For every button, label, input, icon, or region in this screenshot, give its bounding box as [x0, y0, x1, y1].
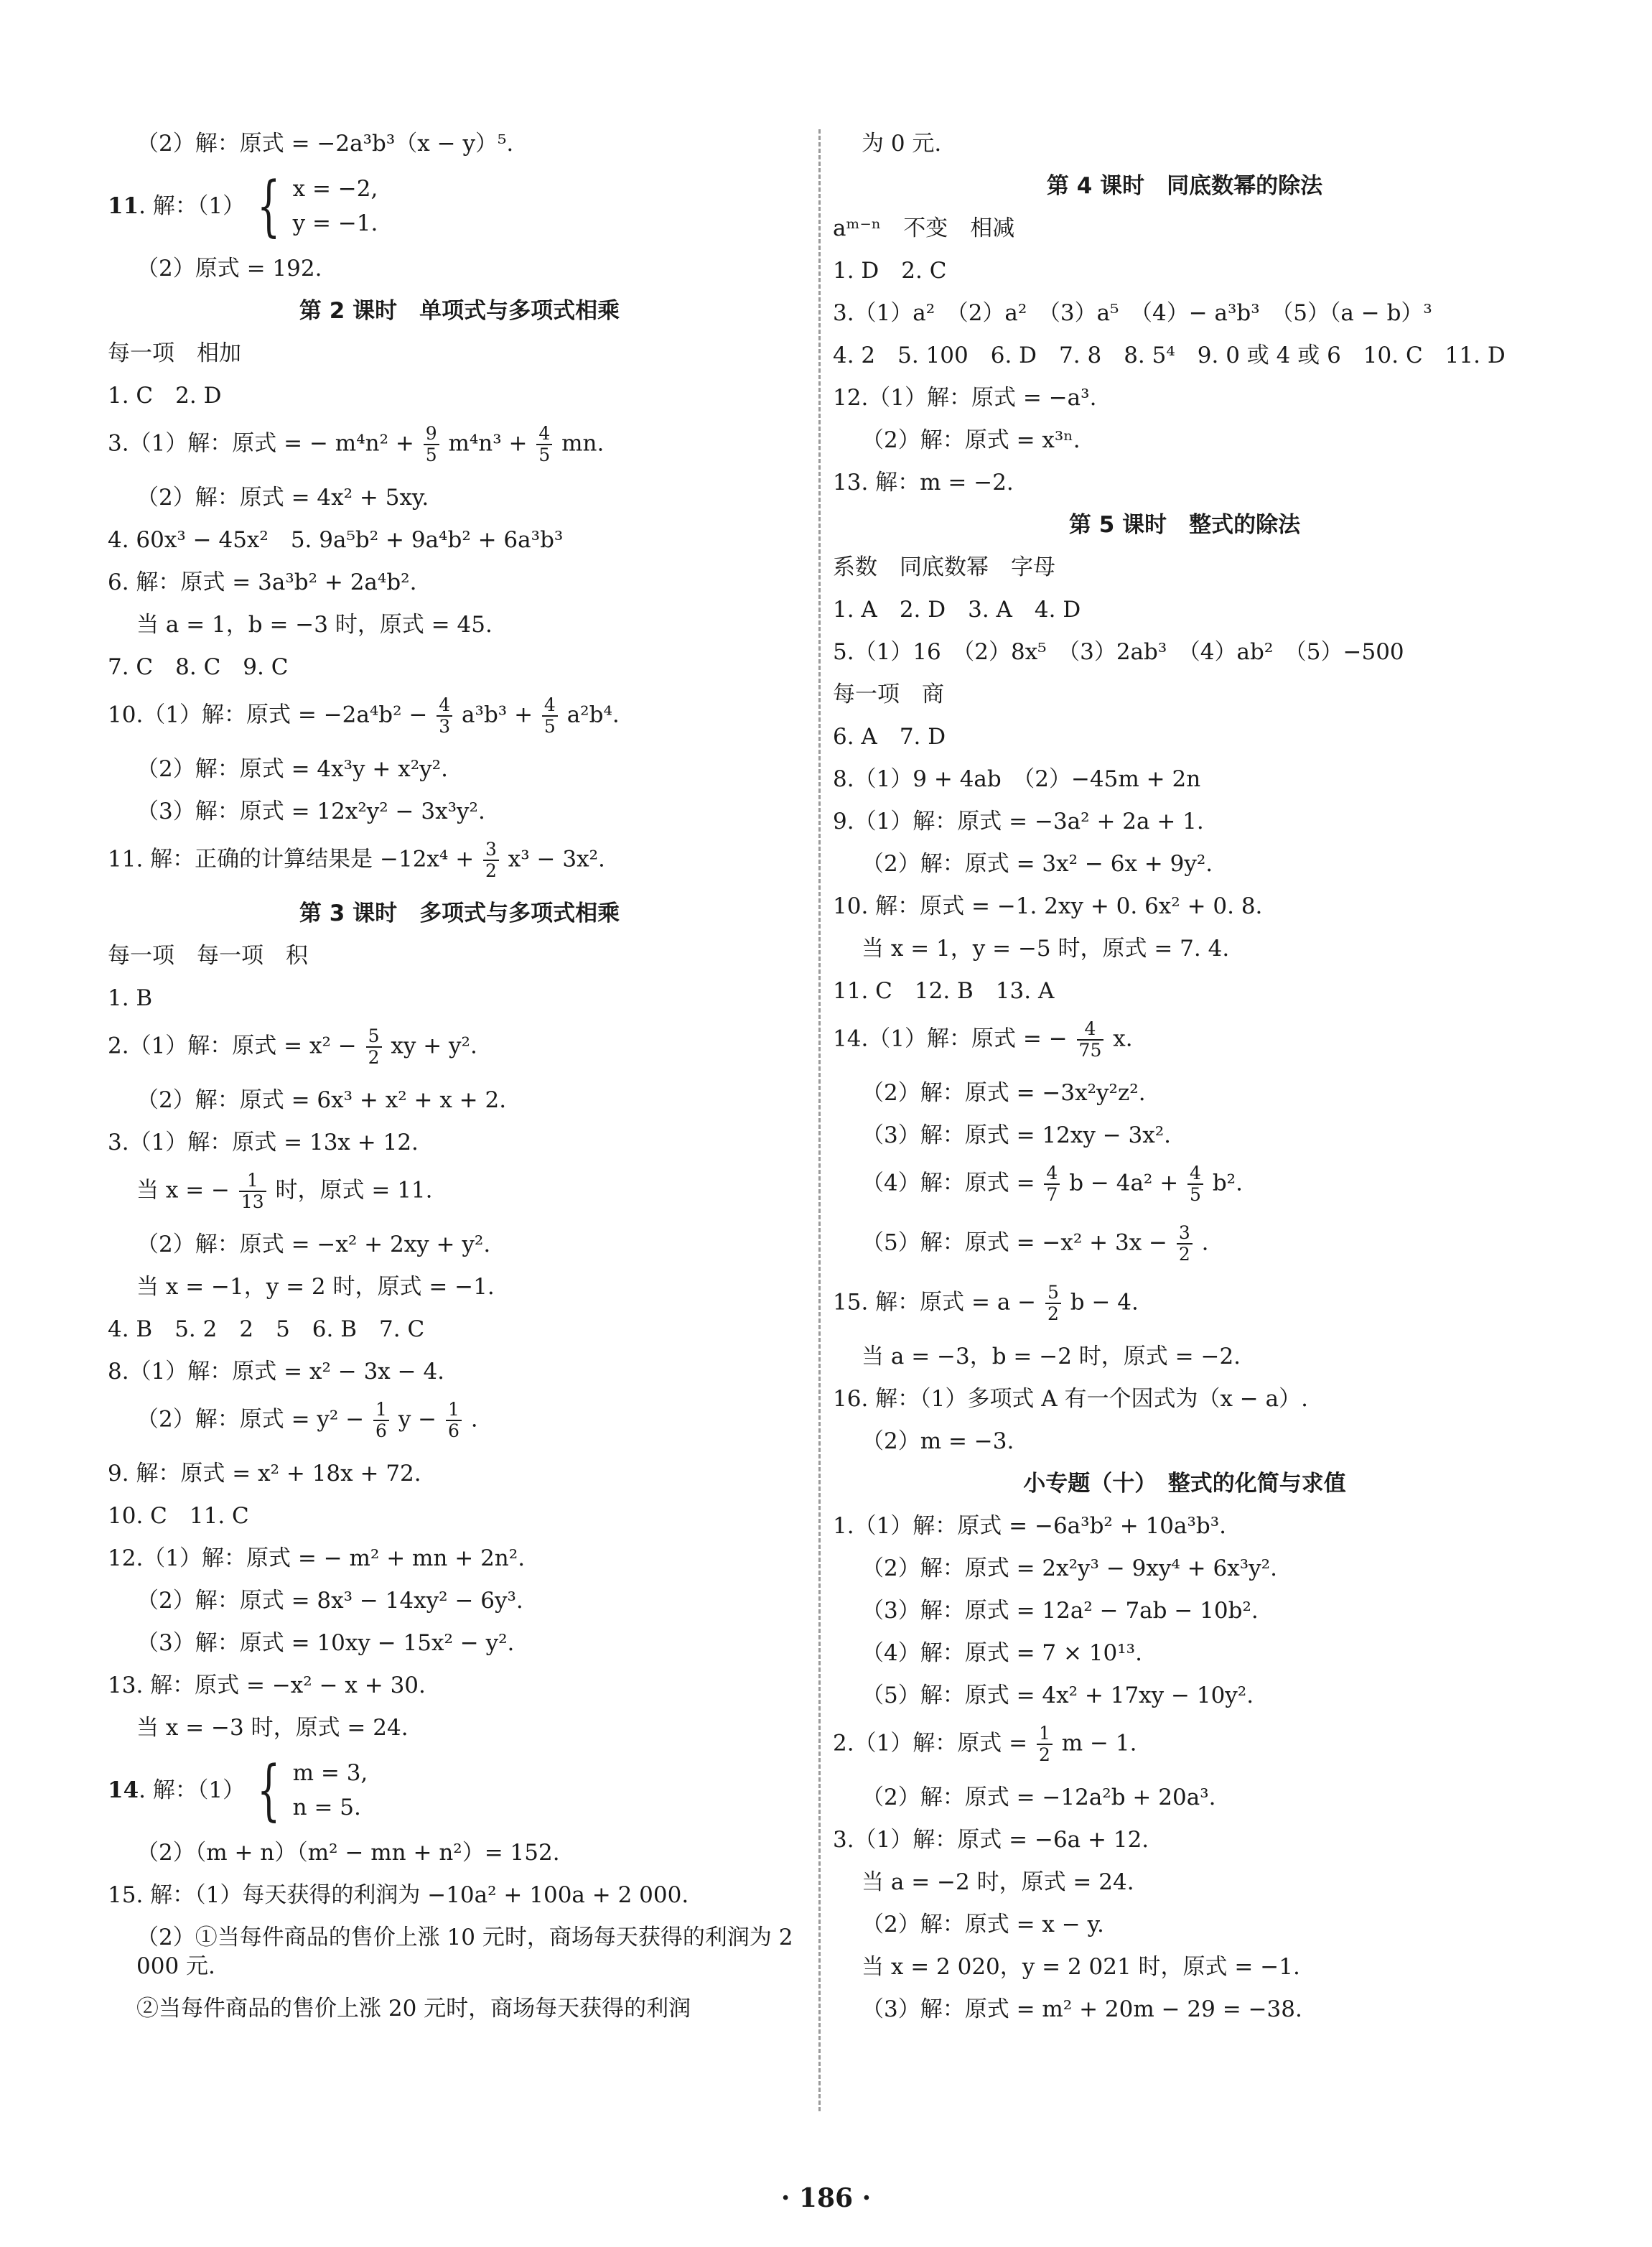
answer-line: 3.（1）a² （2）a² （3）a⁵ （4）− a³b³ （5）（a − b）³ [833, 300, 1432, 326]
answer-text: 11. 解：正确的计算结果是 −12x⁴ + [108, 846, 475, 873]
answer-line: 9. 解：原式 = x² + 18x + 72. [108, 1461, 421, 1487]
answer-line: （4）解：原式 = 7 × 10¹³. [862, 1640, 1142, 1666]
answer-text: b − 4a² + [1069, 1170, 1179, 1196]
equation-row: x = −2, [292, 176, 378, 202]
section-heading: 第 3 课时 多项式与多项式相乘 [299, 901, 620, 926]
answer-line: 当 x = 2 020，y = 2 021 时，原式 = −1. [862, 1954, 1300, 1980]
question-number: 14 [108, 1777, 139, 1803]
denominator: 5 [425, 445, 437, 465]
answer-line: 当 x = 1，y = −5 时，原式 = 7. 4. [862, 936, 1230, 962]
fraction [446, 1400, 462, 1441]
left-column [108, 129, 811, 2037]
brace-icon: { [257, 1751, 281, 1828]
numerator: 4 [536, 424, 552, 445]
answer-text: 2.（1）解：原式 = [833, 1730, 1028, 1757]
answer-line: 16. 解：（1）多项式 A 有一个因式为（x − a）. [833, 1386, 1308, 1412]
answer-line: 每一项 每一项 积 [108, 943, 308, 969]
answer-line: 6. A 7. D [833, 724, 946, 750]
answer-text: m − 1. [1061, 1730, 1137, 1757]
answer-text: 3.（1）解：原式 = − m⁴n² + [108, 430, 414, 457]
equation-system [293, 172, 378, 241]
answer-line: （2）解：原式 = x − y. [862, 1912, 1104, 1937]
answer-line: （2）解：原式 = 8x³ − 14xy² − 6y³. [136, 1588, 523, 1614]
numerator: 4 [1187, 1163, 1203, 1185]
answer-line: 3.（1）解：原式 = 13x + 12. [108, 1130, 419, 1155]
answer-line [833, 1019, 1536, 1061]
answer-text: b². [1212, 1170, 1243, 1196]
answer-line: 1. C 2. D [108, 383, 222, 409]
numerator: 4 [1077, 1019, 1104, 1041]
answer-line-system [108, 1751, 811, 1828]
answer-line: 1. A 2. D 3. A 4. D [833, 597, 1081, 623]
answer-line: 1. D 2. C [833, 258, 947, 284]
answer-line: 3.（1）解：原式 = −6a + 12. [833, 1827, 1149, 1853]
answer-line: 10. C 11. C [108, 1503, 249, 1529]
fraction [1037, 1723, 1053, 1765]
fraction [437, 695, 452, 737]
answer-text: （2）解：原式 = y² − [136, 1406, 365, 1433]
answer-line: 13. 解：m = −2. [833, 470, 1014, 496]
answer-line [833, 1223, 1536, 1265]
answer-text: y − [398, 1406, 437, 1433]
denominator: 2 [485, 860, 497, 881]
answer-line: 4. B 5. 2 2 5 6. B 7. C [108, 1316, 425, 1342]
numerator: 1 [446, 1400, 462, 1421]
answer-line: 12.（1）解：原式 = −a³. [833, 385, 1097, 411]
answer-line: （2）解：原式 = x³ⁿ. [862, 427, 1081, 453]
denominator: 5 [543, 716, 556, 737]
answer-line: 7. C 8. C 9. C [108, 654, 289, 680]
answer-line: （2）解：原式 = 4x³y + x²y². [136, 756, 448, 782]
answer-line: （2）解：原式 = 4x² + 5xy. [136, 485, 429, 511]
fraction [536, 424, 552, 465]
denominator: 75 [1078, 1040, 1102, 1061]
numerator: 4 [437, 695, 452, 717]
question-number: 11 [108, 193, 139, 219]
answer-line: 当 a = −2 时，原式 = 24. [862, 1869, 1134, 1895]
numerator: 5 [366, 1026, 382, 1048]
answer-line: （3）解：原式 = 12xy − 3x². [862, 1122, 1172, 1148]
answer-line [108, 695, 811, 737]
answer-line: 11. C 12. B 13. A [833, 978, 1055, 1004]
answer-line: （2）解：原式 = 6x³ + x² + x + 2. [136, 1087, 507, 1113]
answer-line: 系数 同底数幂 字母 [833, 554, 1055, 580]
denominator: 2 [1047, 1303, 1059, 1324]
answer-line: （2）解：原式 = −2a³b³（x − y）⁵. [136, 131, 514, 157]
denominator: 7 [1046, 1184, 1058, 1205]
answer-line: 4. 60x³ − 45x² 5. 9a⁵b² + 9a⁴b² + 6a³b³ [108, 527, 564, 553]
answer-line: （2）m = −3. [862, 1428, 1014, 1454]
fraction [373, 1400, 389, 1441]
answer-text: . 解：（1） [139, 1777, 246, 1803]
answer-text: （4）解：原式 = [862, 1170, 1035, 1196]
answer-line: 6. 解：原式 = 3a³b² + 2a⁴b². [108, 569, 417, 595]
brace-icon: { [257, 167, 281, 244]
numerator: 3 [1177, 1223, 1193, 1245]
answer-text: （5）解：原式 = −x² + 3x − [862, 1229, 1168, 1256]
answer-line: 15. 解：（1）每天获得的利润为 −10a² + 100a + 2 000. [108, 1882, 689, 1908]
answer-line: 每一项 商 [833, 681, 944, 707]
answer-text: b − 4. [1070, 1289, 1139, 1316]
numerator: 1 [239, 1171, 266, 1192]
answer-line: （2）解：原式 = 3x² − 6x + 9y². [862, 851, 1213, 877]
equation-system [293, 1756, 368, 1825]
section-heading: 第 5 课时 整式的除法 [1068, 512, 1301, 538]
answer-text: a³b³ + [462, 702, 533, 728]
fraction [424, 424, 439, 465]
section-heading: 小专题（十） 整式的化简与求值 [1023, 1471, 1346, 1497]
answer-line: ②当每件商品的售价上涨 20 元时，商场每天获得的利润 [136, 1996, 691, 2022]
answer-text: m⁴n³ + [448, 430, 528, 457]
fraction [1044, 1163, 1060, 1205]
answer-text: 2.（1）解：原式 = x² − [108, 1033, 357, 1059]
denominator: 2 [1178, 1244, 1190, 1265]
answer-line [108, 839, 811, 881]
page-number: · 186 · [780, 2183, 872, 2213]
answer-text: 15. 解：原式 = a − [833, 1289, 1037, 1316]
answer-line [108, 1026, 811, 1068]
numerator: 1 [1037, 1723, 1053, 1745]
answer-line: 1.（1）解：原式 = −6a³b² + 10a³b³. [833, 1513, 1227, 1539]
equation-row: y = −1. [292, 210, 378, 236]
answer-line: 9.（1）解：原式 = −3a² + 2a + 1. [833, 809, 1204, 834]
numerator: 1 [373, 1400, 389, 1421]
answer-text: . 解：（1） [139, 193, 246, 219]
fraction [366, 1026, 382, 1068]
answer-line: （2）解：原式 = 2x²y³ − 9xy⁴ + 6x³y². [862, 1555, 1277, 1581]
equation-row: m = 3, [292, 1760, 368, 1786]
right-column [833, 129, 1536, 2037]
answer-text: 当 x = − [136, 1177, 230, 1204]
column-divider [818, 129, 821, 2111]
answer-line: （2）原式 = 192. [136, 256, 322, 282]
answer-line: 12.（1）解：原式 = − m² + mn + 2n². [108, 1545, 526, 1571]
section-heading: 第 4 课时 同底数幂的除法 [1046, 173, 1323, 199]
denominator: 6 [448, 1420, 459, 1441]
answer-line: 8.（1）9 + 4ab （2）−45m + 2n [833, 766, 1201, 792]
answer-line [108, 1171, 811, 1212]
denominator: 2 [368, 1047, 380, 1068]
answer-line: （2）（m + n）（m² − mn + n²）= 152. [136, 1840, 560, 1866]
fraction [1187, 1163, 1203, 1205]
answer-text: . [1201, 1229, 1209, 1256]
denominator: 6 [375, 1420, 387, 1441]
answer-line: （2）解：原式 = −12a²b + 20a³. [862, 1785, 1216, 1810]
answer-line: 每一项 相加 [108, 340, 241, 366]
answer-line: 1. B [108, 985, 153, 1011]
answer-text: 时，原式 = 11. [275, 1177, 433, 1204]
answer-line-system [108, 167, 811, 244]
answer-line [108, 1400, 811, 1441]
answer-line: （3）解：原式 = 12x²y² − 3x³y². [136, 799, 485, 824]
denominator: 3 [439, 716, 451, 737]
numerator: 4 [542, 695, 558, 717]
answer-line: 当 x = −1，y = 2 时，原式 = −1. [136, 1274, 495, 1300]
answer-line: （5）解：原式 = 4x² + 17xy − 10y². [862, 1683, 1254, 1708]
denominator: 2 [1039, 1744, 1050, 1765]
answer-line: （2）解：原式 = −x² + 2xy + y². [136, 1232, 491, 1257]
answer-text: xy + y². [391, 1033, 477, 1059]
fraction [542, 695, 558, 737]
fraction [483, 839, 499, 881]
answer-line [833, 1163, 1536, 1205]
answer-line [108, 424, 811, 465]
answer-text: 10.（1）解：原式 = −2a⁴b² − [108, 702, 428, 728]
fraction [1077, 1019, 1104, 1061]
answer-line: 当 x = −3 时，原式 = 24. [136, 1715, 409, 1741]
answer-line: 13. 解：原式 = −x² − x + 30. [108, 1673, 426, 1698]
answer-line [833, 1723, 1536, 1765]
denominator: 13 [241, 1191, 264, 1212]
answer-line: 为 0 元. [862, 131, 942, 157]
denominator: 5 [1190, 1184, 1201, 1205]
answer-text: mn. [561, 430, 605, 457]
answer-line: 4. 2 5. 100 6. D 7. 8 8. 5⁴ 9. 0 或 4 或 6 10. C 11. D [833, 343, 1506, 368]
answer-text: . [470, 1406, 478, 1433]
numerator: 4 [1044, 1163, 1060, 1185]
denominator: 5 [538, 445, 551, 465]
answer-text: 14.（1）解：原式 = − [833, 1025, 1068, 1052]
answer-line: 当 a = 1，b = −3 时，原式 = 45. [136, 612, 493, 638]
answer-line: （3）解：原式 = 10xy − 15x² − y². [136, 1630, 515, 1656]
answer-line [833, 1283, 1536, 1324]
answer-line: 8.（1）解：原式 = x² − 3x − 4. [108, 1359, 445, 1385]
answer-line: （3）解：原式 = 12a² − 7ab − 10b². [862, 1598, 1259, 1624]
equation-row: n = 5. [292, 1795, 361, 1820]
fraction [1045, 1283, 1061, 1324]
answer-line: （3）解：原式 = m² + 20m − 29 = −38. [862, 1996, 1302, 2022]
answer-line: （2）解：原式 = −3x²y²z². [862, 1080, 1146, 1106]
numerator: 3 [483, 839, 499, 861]
fraction [1177, 1223, 1193, 1265]
answer-line: （2）①当每件商品的售价上涨 10 元时，商场每天获得的利润为 2 000 元. [136, 1925, 793, 1979]
answer-text: x. [1113, 1025, 1133, 1052]
numerator: 5 [1045, 1283, 1061, 1304]
numerator: 9 [424, 424, 439, 445]
section-heading: 第 2 课时 单项式与多项式相乘 [299, 298, 620, 324]
answer-text: a²b⁴. [566, 702, 620, 728]
answer-line: 5.（1）16 （2）8x⁵ （3）2ab³ （4）ab² （5）−500 [833, 639, 1404, 665]
answer-line: 当 a = −3，b = −2 时，原式 = −2. [862, 1344, 1241, 1369]
answer-line: aᵐ⁻ⁿ 不变 相减 [833, 215, 1015, 241]
fraction [239, 1171, 266, 1212]
answer-text: x³ − 3x². [508, 846, 605, 873]
answer-line: 10. 解：原式 = −1. 2xy + 0. 6x² + 0. 8. [833, 893, 1263, 919]
